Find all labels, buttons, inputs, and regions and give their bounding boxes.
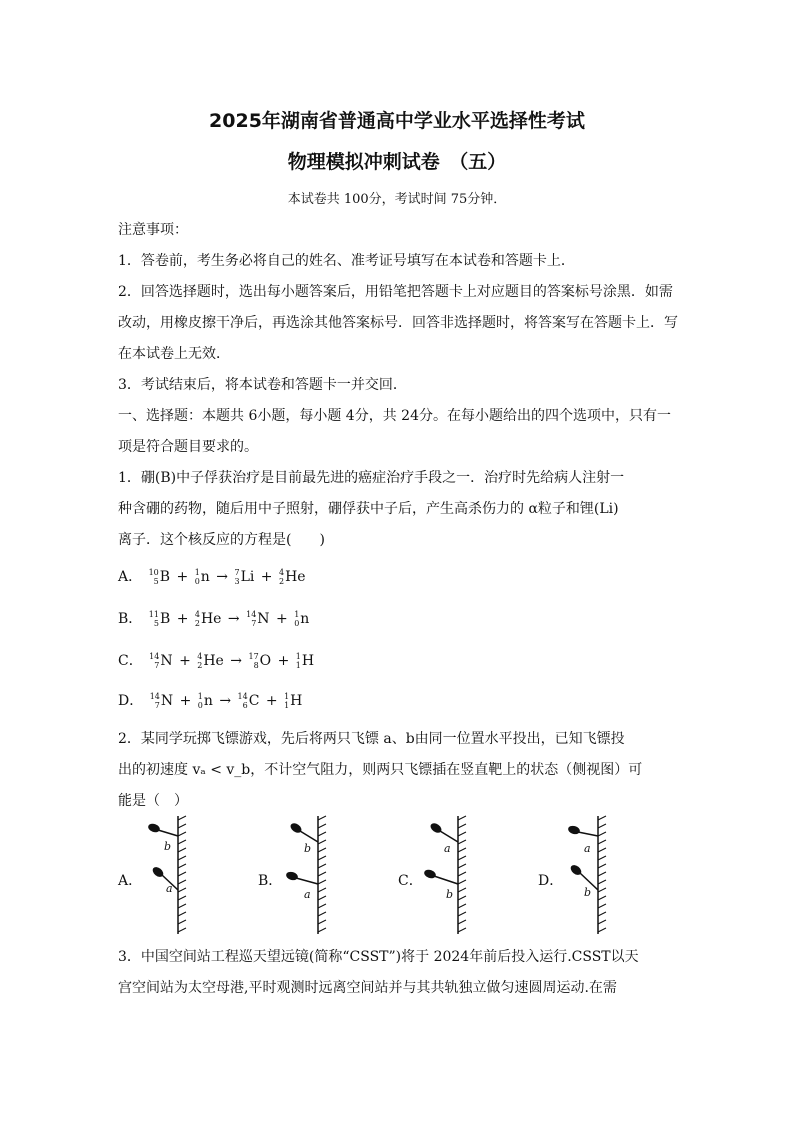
plus-sign: +: [179, 693, 192, 709]
nuclide: 1 1 H: [295, 652, 315, 670]
arrow: →: [219, 693, 232, 709]
nuclide: 1 1 H: [284, 692, 303, 710]
question-2-text: 能是（ ）: [118, 793, 188, 809]
nuclide: 14 7 N: [149, 692, 174, 710]
nuclide: 14 7 N: [149, 652, 173, 670]
figure-option-label: B．: [258, 873, 283, 889]
dart-board-icon: [250, 812, 370, 938]
section-heading: 一、选择题：本题共 6小题，每小题 4分，共 24分。在每小题给出的四个选项中，只有一: [118, 408, 671, 424]
option-label: C．: [118, 653, 143, 669]
question-1-text: 种含硼的药物，随后用中子照射，硼俘获中子后，产生高杀伤力的 α粒子和锂(Li): [118, 501, 619, 517]
option-d[interactable]: [118, 690, 304, 710]
dart-label: a: [584, 842, 591, 855]
figure-option-c[interactable]: [390, 812, 510, 938]
nuclide: 14 6 C: [237, 692, 260, 710]
plus-sign: +: [260, 569, 273, 585]
figure-option-a[interactable]: [110, 812, 230, 938]
notice-line: 改动，用橡皮擦干净后，再选涂其他答案标号．回答非选择题时，将答案写在答题卡上．写: [118, 315, 678, 331]
dart-board-icon: [110, 812, 230, 938]
question-3-text: 3．中国空间站工程巡天望远镜(简称“CSST”)将于 2024年前后投入运行.CSST以天: [118, 949, 639, 965]
exam-title: 2025年湖南省普通高中学业水平选择性考试: [209, 110, 585, 132]
dart-label: a: [304, 888, 311, 901]
plus-sign: +: [265, 693, 278, 709]
dart-label: b: [446, 888, 454, 901]
question-1-text: 1．硼(B)中子俘获治疗是目前最先进的癌症治疗手段之一．治疗时先给病人注射一: [118, 470, 625, 486]
figure-option-label: D．: [538, 873, 564, 889]
option-label: B．: [118, 611, 143, 627]
plus-sign: +: [179, 653, 191, 669]
plus-sign: +: [276, 611, 288, 627]
figure-option-d[interactable]: [530, 812, 650, 938]
notice-line: 在本试卷上无效．: [118, 346, 230, 362]
figure-option-b[interactable]: [250, 812, 370, 938]
dart-board-icon: [390, 812, 510, 938]
nuclide: 14 7 N: [246, 610, 270, 628]
figure-option-label: C．: [398, 873, 423, 889]
exam-info: 本试卷共 100分，考试时间 75分钟．: [287, 192, 507, 207]
exam-subtitle-title: 物理模拟冲刺试卷 （五）: [287, 151, 507, 173]
question-2-text: 出的初速度 vₐ < v_b，不计空气阻力，则两只飞镖插在竖直靶上的状态（侧视图）可: [118, 762, 643, 778]
plus-sign: +: [277, 653, 290, 669]
notice-line: 2．回答选择题时，选出每小题答案后，用铅笔把答题卡上对应题目的答案标号涂黑．如需: [118, 284, 673, 300]
plus-sign: +: [176, 611, 189, 627]
dart-label: b: [304, 842, 312, 855]
dart-figure: [110, 812, 670, 938]
dart-label: a: [166, 882, 173, 895]
option-a[interactable]: [118, 566, 308, 586]
arrow: →: [230, 653, 243, 669]
notice-heading: 注意事项：: [118, 222, 188, 238]
arrow: →: [227, 611, 240, 627]
nuclide: 4 2 He: [278, 568, 306, 586]
nuclide: 17 8 O: [248, 652, 272, 670]
arrow: →: [216, 569, 229, 585]
plus-sign: +: [176, 569, 189, 585]
option-label: A．: [118, 569, 143, 585]
dart-label: b: [164, 840, 172, 853]
dart-label: a: [444, 842, 451, 855]
nuclide: 11 5 B: [148, 610, 171, 628]
question-2-text: 2．某同学玩掷飞镖游戏，先后将两只飞镖 a、b由同一位置水平投出，已知飞镖投: [118, 731, 625, 747]
option-b[interactable]: [118, 608, 311, 628]
dart-board-icon: [530, 812, 650, 938]
section-heading: 项是符合题目要求的。: [118, 439, 258, 455]
nuclide: 4 2 He: [197, 652, 224, 670]
nuclide: 4 2 He: [194, 610, 222, 628]
nuclide: 1 0 n: [194, 568, 210, 586]
option-c[interactable]: [118, 650, 316, 670]
nuclide: 1 0 n: [294, 610, 310, 628]
option-label: D．: [118, 693, 144, 709]
nuclide: 7 3 Li: [234, 568, 255, 586]
dart-label: b: [584, 886, 592, 899]
figure-option-label: A．: [118, 873, 143, 889]
nuclide: 10 5 B: [148, 568, 171, 586]
notice-line: 3．考试结束后，将本试卷和答题卡一并交回．: [118, 377, 407, 393]
question-3-text: 宫空间站为太空母港,平时观测时远离空间站并与其共轨独立做匀速圆周运动.在需: [118, 980, 617, 996]
question-1-text: 离子．这个核反应的方程是( ): [118, 532, 325, 548]
nuclide: 1 0 n: [197, 692, 213, 710]
notice-line: 1．答卷前，考生务必将自己的姓名、准考证号填写在本试卷和答题卡上．: [118, 253, 575, 269]
